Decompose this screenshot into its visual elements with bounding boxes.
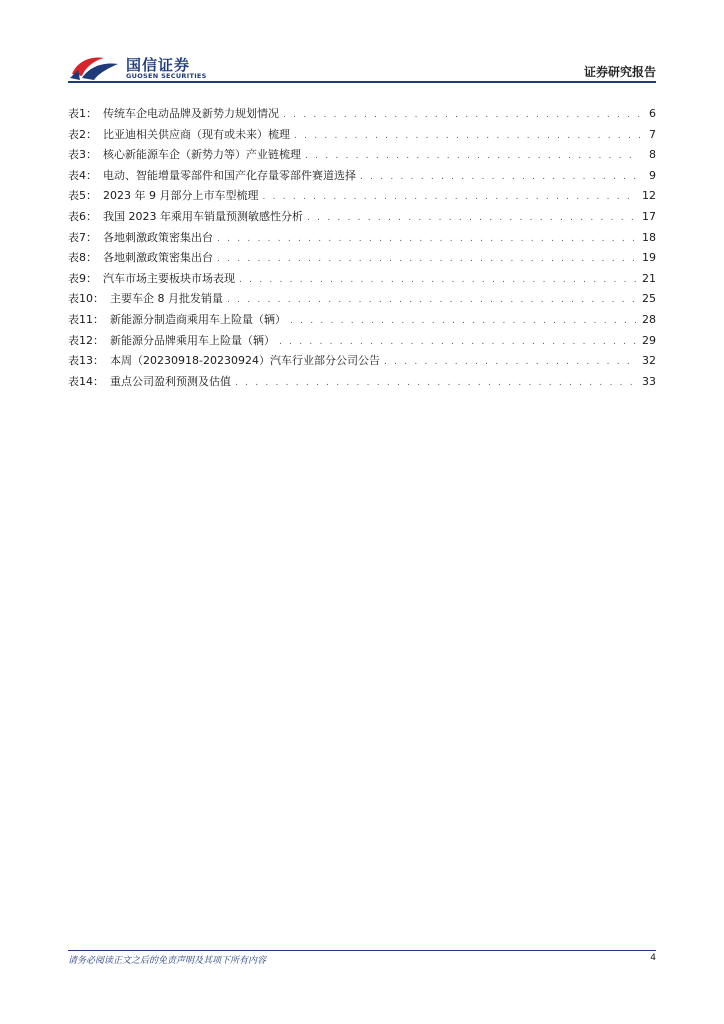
toc-entry[interactable] [68,372,656,393]
toc-entry-title: 汽车市场主要板块市场表现 [103,271,235,285]
toc-entry-title: 各地刺激政策密集出台 [103,230,213,244]
toc-entry-page: 8 [649,148,656,162]
toc-dot-leader [305,146,640,167]
toc-entry-label: 表5： [68,189,97,203]
toc-entry-title: 本周（20230918-20230924）汽车行业部分公司公告 [110,354,380,368]
toc-entry-page: 17 [642,209,656,223]
brand-name-cn: 国信证券 [126,56,191,74]
toc-entry[interactable] [68,351,656,372]
toc-entry-label: 表6： [68,209,97,223]
toc-dot-leader [262,187,638,208]
toc-entry-label: 表4： [68,168,97,182]
toc-entry[interactable] [68,289,656,310]
toc-entry-title: 核心新能源车企（新势力等）产业链梳理 [103,148,301,162]
toc-dot-leader [217,249,638,270]
toc-entry-page: 21 [642,271,656,285]
toc-entry-title: 重点公司盈利预测及估值 [110,374,231,388]
toc-entry-title: 主要车企 8 月批发销量 [110,292,223,306]
toc-entry[interactable] [68,186,656,207]
toc-entry-title: 我国 2023 年乘用车销量预测敏感性分析 [103,209,303,223]
toc-entry-label: 表9： [68,271,97,285]
toc-entry-page: 33 [642,374,656,388]
toc-entry-label: 表8： [68,251,97,265]
toc-entry-page: 32 [642,354,656,368]
toc-entry[interactable] [68,310,656,331]
toc-dot-leader [294,126,640,147]
toc-entry-title: 比亚迪相关供应商（现有或未来）梳理 [103,127,290,141]
toc-entry-label: 表10： [68,292,104,306]
toc-entry[interactable] [68,145,656,166]
toc-entry[interactable] [68,104,656,125]
toc-entry-page: 29 [642,333,656,347]
toc-dot-leader [279,332,638,353]
toc-entry[interactable] [68,228,656,249]
toc-dot-leader [217,229,638,250]
toc-entry-label: 表2： [68,127,97,141]
disclaimer-note: 请务必阅读正文之后的免责声明及其项下所有内容 [68,956,267,966]
toc-dot-leader [239,270,638,291]
toc-entry[interactable] [68,125,656,146]
guosen-logo [68,50,208,84]
toc-entry-label: 表1： [68,107,97,120]
guosen-logo-icon [68,52,120,82]
toc-entry[interactable] [68,207,656,228]
toc-dot-leader [360,167,640,188]
toc-entry[interactable] [68,331,656,352]
toc-dot-leader [290,311,638,332]
toc-entry-label: 表7： [68,230,97,244]
report-type-label: 证券研究报告 [583,65,656,79]
toc-entry-title: 各地刺激政策密集出台 [103,251,213,265]
toc-entry-page: 18 [642,230,656,244]
toc-dot-leader [307,208,638,229]
toc-dot-leader [384,352,638,373]
toc-entry-label: 表12： [68,333,104,347]
toc-entry-page: 28 [642,312,656,326]
toc-entry[interactable] [68,248,656,269]
toc-entry[interactable] [68,269,656,290]
toc-entry-page: 25 [642,292,656,306]
toc-entry-label: 表14： [68,374,104,388]
toc-entry-page: 9 [649,168,656,182]
toc-entry-title: 2023 年 9 月部分上市车型梳理 [103,189,259,203]
toc-dot-leader [235,373,638,394]
toc-entry-title: 新能源分制造商乘用车上险量（辆） [110,312,286,326]
toc-entry-page: 12 [642,189,656,203]
page-header [0,0,724,90]
toc-entry-label: 表13： [68,354,104,368]
toc-entry-page: 7 [649,127,656,141]
header-divider [68,81,656,83]
page-number: 4 [650,953,656,963]
footer-divider [68,950,656,951]
toc-entry-title: 新能源分品牌乘用车上险量（辆） [110,333,275,347]
toc-dot-leader [227,290,638,311]
toc-entry-page: 6 [649,107,656,120]
toc-entry[interactable] [68,166,656,187]
toc-entry-page: 19 [642,251,656,265]
toc-entry-label: 表11： [68,312,104,326]
table-of-tables [68,104,656,392]
toc-entry-title: 电动、智能增量零部件和国产化存量零部件赛道选择 [103,168,356,182]
toc-entry-label: 表3： [68,148,97,162]
brand-name-en: GUOSEN SECURITIES [126,72,207,80]
toc-dot-leader [283,105,640,126]
toc-entry-title: 传统车企电动品牌及新势力规划情况 [103,107,279,120]
